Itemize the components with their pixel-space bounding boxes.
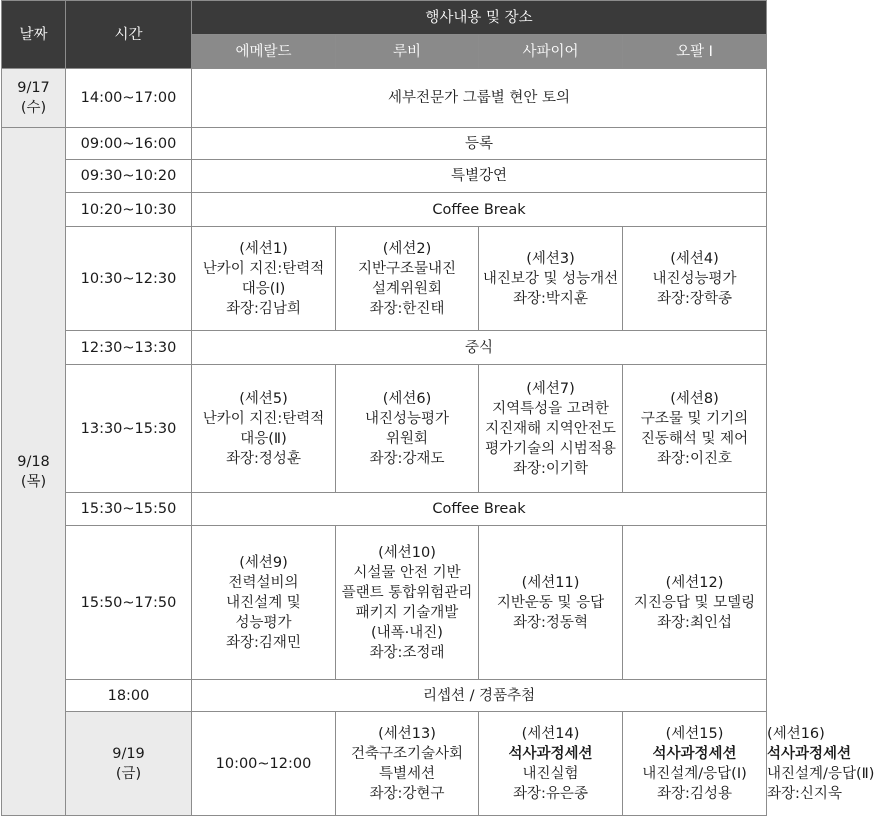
session-line: 좌장:강재도: [369, 450, 445, 467]
session-line: 설계위원회: [371, 280, 443, 297]
venue-emerald: 에메랄드: [192, 35, 336, 69]
date-cell: [2, 128, 66, 816]
table-row: [2, 331, 767, 365]
session-line: 지반운동 및 응답: [496, 594, 605, 611]
session-line: (세션7): [526, 380, 575, 397]
table-row: [2, 128, 767, 160]
session-line: 좌장:유은종: [513, 785, 588, 802]
session-line: 구조물 및 기기의: [640, 410, 749, 427]
table-row: [2, 365, 767, 493]
event-cell: 세부전문가 그룹별 현안 토의: [192, 69, 767, 128]
session-line: (세션13): [378, 725, 436, 742]
session-line: 플랜트 통합위험관리: [341, 584, 473, 601]
session-line: 내진설계 및: [226, 594, 301, 611]
session-line: 좌장:정동혁: [513, 614, 588, 631]
session-line: 좌장:김성용: [657, 785, 732, 802]
session-line: (세션14): [521, 725, 580, 742]
session-line: 좌장:김재민: [226, 634, 301, 651]
venue-sapphire: 사파이어: [479, 35, 623, 69]
session-cell: [479, 227, 623, 331]
session-line: (세션6): [382, 390, 432, 407]
session-line: 내진설계/응답(Ⅰ): [642, 765, 747, 782]
session-cell: [479, 526, 623, 680]
session-line: 석사과정세션: [652, 745, 737, 762]
session-line: 대응(Ⅰ): [241, 280, 286, 297]
event-cell: 리셉션 / 경품추첨: [192, 680, 767, 712]
date-label: 9/19: [112, 745, 145, 762]
table-row: 9/19 (금) 10:00~12:00 (세션13) 건축구조기술사회 특별세션 좌장:강현구 (세션14) 석사과정세션 내진실험 좌장:유은종 (세션15) 석사과정세션 내진설계/응답(Ⅰ) 좌장:김성용 (세션16) 석사과정세션 내진설계/응답(Ⅱ) 좌장:신지욱: [2, 712, 767, 816]
session-line: 좌장:박지훈: [513, 290, 588, 307]
session-cell: [192, 227, 336, 331]
session-cell: [623, 712, 767, 816]
session-line: 좌장:정성훈: [226, 450, 301, 467]
session-cell: [336, 712, 479, 816]
session-cell: [336, 227, 479, 331]
session-line: 석사과정세션: [508, 745, 593, 762]
session-line: 내진성능평가: [652, 270, 737, 287]
session-line: (세션11): [521, 574, 580, 591]
session-line: (세션8): [670, 390, 719, 407]
session-line: 좌장:이기학: [513, 460, 588, 477]
session-line: 패키지 기술개발: [355, 604, 459, 621]
table-row: [2, 493, 767, 526]
schedule-table: [1, 0, 874, 816]
time-cell: 14:00~17:00: [66, 69, 192, 128]
weekday-label: (목): [20, 473, 47, 490]
session-line: (세션1): [239, 240, 288, 257]
session-line: 특별세션: [378, 765, 436, 782]
date-label: 9/17: [17, 80, 50, 96]
session-cell: [623, 526, 767, 680]
session-line: (세션2): [382, 240, 432, 257]
session-line: (세션15): [665, 725, 724, 742]
session-line: (세션10): [378, 544, 436, 561]
session-line: 좌장:김남희: [226, 300, 301, 317]
time-cell: 12:30~13:30: [66, 331, 192, 365]
time-cell: 09:30~10:20: [66, 160, 192, 193]
time-cell: 10:20~10:30: [66, 193, 192, 227]
session-line: 난카이 지진:탄력적: [202, 260, 325, 277]
session-line: 지진재해 지역안전도: [485, 420, 616, 437]
session-cell: [479, 365, 623, 493]
session-cell: [623, 365, 767, 493]
session-line: (세션3): [526, 250, 575, 267]
session-line: 성능평가: [235, 614, 292, 631]
session-line: 좌장:이진호: [657, 450, 732, 467]
session-line: 좌장:한진태: [369, 300, 445, 317]
header-date: 날짜: [2, 1, 66, 69]
table-row: [2, 69, 767, 128]
date-label: 9/18: [17, 453, 50, 470]
session-cell: [336, 365, 479, 493]
table-row: [2, 227, 767, 331]
session-line: 위원회: [385, 430, 429, 447]
event-cell: 등록: [192, 128, 767, 160]
session-line: 전력설비의: [228, 574, 299, 591]
event-cell: 중식: [192, 331, 767, 365]
session-line: 진동해석 및 제어: [640, 430, 749, 447]
date-cell: [66, 712, 192, 816]
session-line: 대응(Ⅱ): [240, 430, 287, 447]
session-line: 좌장:강현구: [369, 785, 445, 802]
session-line: 좌장:최인섭: [657, 614, 732, 631]
session-cell: [192, 526, 336, 680]
date-cell: [2, 69, 66, 128]
session-line: 내진성능평가: [364, 410, 450, 427]
venue-opal: 오팔 I: [623, 35, 767, 69]
session-line: (내폭·내진): [371, 624, 443, 641]
venue-ruby: 루비: [336, 35, 479, 69]
session-line: 지반구조물내진: [357, 260, 457, 277]
session-line: 시설물 안전 기반: [353, 564, 461, 581]
header-event: 행사내용 및 장소: [192, 1, 767, 35]
table-row: [2, 193, 767, 227]
weekday-label: (금): [115, 765, 142, 782]
session-line: 내진보강 및 성능개선: [482, 270, 619, 287]
event-cell: Coffee Break: [192, 193, 767, 227]
session-line: 건축구조기술사회: [350, 745, 464, 762]
session-cell: [336, 526, 479, 680]
time-cell: 13:30~15:30: [66, 365, 192, 493]
time-cell: 10:00~12:00: [192, 712, 336, 816]
time-cell: 15:50~17:50: [66, 526, 192, 680]
session-cell: [623, 227, 767, 331]
event-cell: 특별강연: [192, 160, 767, 193]
session-line: 좌장:조정래: [369, 644, 445, 661]
session-line: 난카이 지진:탄력적: [202, 410, 325, 427]
time-cell: 18:00: [66, 680, 192, 712]
session-line: 지진응답 및 모델링: [633, 594, 756, 611]
weekday-label: (수): [20, 100, 47, 116]
session-line: 내진실험: [522, 765, 579, 782]
session-line: 지역특성을 고려한: [492, 400, 609, 417]
table-row: [2, 680, 767, 712]
time-cell: 10:30~12:30: [66, 227, 192, 331]
session-line: 좌장:장학종: [657, 290, 732, 307]
time-cell: 09:00~16:00: [66, 128, 192, 160]
session-line: 평가기술의 시범적용: [485, 440, 616, 457]
session-cell: [192, 365, 336, 493]
session-line: (세션5): [239, 390, 288, 407]
session-line: (세션4): [670, 250, 719, 267]
time-cell: 15:30~15:50: [66, 493, 192, 526]
table-row: [2, 160, 767, 193]
table-row: [2, 526, 767, 680]
session-line: (세션12): [665, 574, 724, 591]
session-line: (세션9): [239, 554, 288, 571]
header-time: 시간: [66, 1, 192, 69]
session-cell: [479, 712, 623, 816]
event-cell: Coffee Break: [192, 493, 767, 526]
